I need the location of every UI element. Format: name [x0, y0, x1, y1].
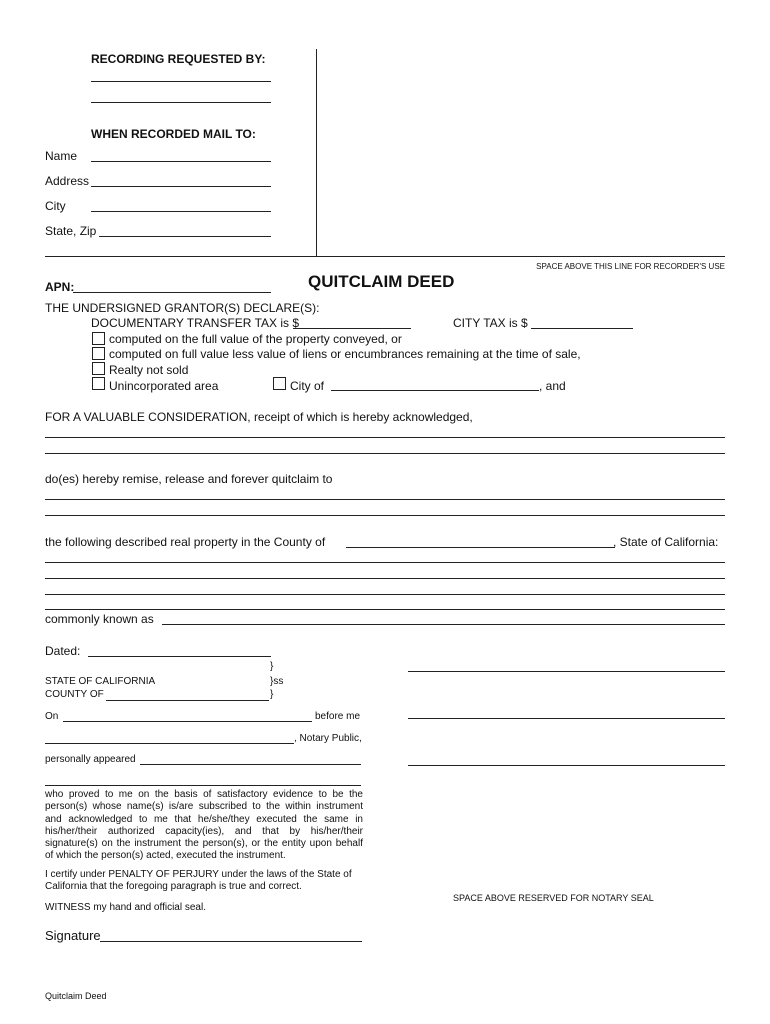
realty-not-sold-label: Realty not sold: [109, 363, 189, 377]
venue-brace-1: }: [270, 661, 274, 672]
notary-public-label: , Notary Public,: [294, 733, 362, 744]
signature-label: Signature: [45, 928, 101, 943]
city-label: City: [45, 199, 66, 213]
name-label: Name: [45, 149, 78, 163]
county-of-text: the following described real property in the County of: [45, 535, 326, 549]
legal-description-line-3[interactable]: [45, 594, 725, 595]
state-zip-field[interactable]: [99, 236, 271, 237]
dated-label: Dated:: [45, 644, 81, 658]
consideration-text: FOR A VALUABLE CONSIDERATION, receipt of which is hereby acknowledged,: [45, 410, 473, 424]
grantee-line-2[interactable]: [45, 515, 725, 516]
less-liens-label: computed on full value less value of liens or encumbrances remaining at the time of sale,: [109, 347, 581, 361]
name-field[interactable]: [91, 161, 271, 162]
grantee-line-1[interactable]: [45, 499, 725, 500]
state-of-california-label: STATE OF CALIFORNIA: [45, 676, 156, 687]
city-tax-label: CITY TAX is $: [453, 316, 528, 330]
city-of-label: City of: [290, 379, 325, 393]
quitclaim-to-text: do(es) hereby remise, release and forever quitclaim to: [45, 472, 333, 486]
proved-line: signature(s) on the instrument the person(s), or the entity upon behalf: [45, 838, 363, 850]
unincorporated-label: Unincorporated area: [109, 379, 219, 393]
consideration-line-1[interactable]: [45, 437, 725, 438]
recording-divider: [316, 49, 317, 256]
personally-appeared-label: personally appeared: [45, 754, 136, 765]
proved-paragraph: [45, 789, 363, 863]
on-date-field[interactable]: [63, 721, 312, 722]
notary-seal-space-label: SPACE ABOVE RESERVED FOR NOTARY SEAL: [453, 893, 654, 903]
and-label: , and: [539, 379, 566, 393]
mail-to-label: WHEN RECORDED MAIL TO:: [91, 127, 256, 141]
personally-appeared-field-2[interactable]: [45, 785, 361, 786]
less-liens-checkbox[interactable]: [92, 347, 105, 360]
commonly-known-label: commonly known as: [45, 612, 154, 626]
commonly-known-field[interactable]: [162, 624, 725, 625]
personally-appeared-field[interactable]: [140, 764, 361, 765]
on-label: On: [45, 711, 59, 722]
city-of-field[interactable]: [331, 390, 539, 391]
perjury-line: California that the foregoing paragraph is true and correct.: [45, 881, 302, 893]
legal-description-line-1[interactable]: [45, 562, 725, 563]
city-field[interactable]: [91, 211, 271, 212]
grantor-signature-line-3[interactable]: [408, 765, 725, 766]
declare-intro: THE UNDERSIGNED GRANTOR(S) DECLARE(S):: [45, 301, 320, 315]
city-tax-field[interactable]: [531, 328, 633, 329]
proved-line: his/her/their authorized capacity(ies), and that by his/her/their: [45, 825, 363, 837]
notary-county-field[interactable]: [106, 700, 269, 701]
legal-description-line-2[interactable]: [45, 578, 725, 579]
proved-line: who proved to me on the basis of satisfactory evidence to be the: [45, 789, 363, 800]
address-label: Address: [45, 174, 90, 188]
apn-field[interactable]: [73, 292, 271, 293]
proved-line: and acknowledged to me that he/she/they executed the same in: [45, 813, 363, 825]
full-value-checkbox[interactable]: [92, 332, 105, 345]
city-of-checkbox[interactable]: [273, 377, 286, 390]
page-title: QUITCLAIM DEED: [308, 272, 455, 291]
perjury-paragraph: [45, 869, 365, 894]
notary-signature-field[interactable]: [100, 941, 362, 942]
perjury-line: I certify under PENALTY OF PERJURY under the laws of the State of: [45, 869, 352, 880]
unincorporated-checkbox[interactable]: [92, 377, 105, 390]
recording-requested-by-label: RECORDING REQUESTED BY:: [91, 52, 266, 66]
doc-transfer-tax-field[interactable]: [293, 328, 411, 329]
consideration-line-2[interactable]: [45, 453, 725, 454]
requested-by-line-1[interactable]: [91, 81, 271, 82]
requested-by-line-2[interactable]: [91, 102, 271, 103]
proved-line: of which the person(s) acted, executed the instrument.: [45, 850, 286, 862]
apn-label: APN:: [45, 280, 75, 294]
before-me-label: before me: [315, 711, 361, 722]
state-zip-label: State, Zip: [45, 224, 97, 238]
venue-brace-ss: }ss: [270, 676, 284, 687]
legal-description-line-4[interactable]: [45, 609, 725, 610]
recorder-space-label: SPACE ABOVE THIS LINE FOR RECORDER'S USE: [536, 262, 725, 271]
county-field[interactable]: [346, 547, 615, 548]
witness-text: WITNESS my hand and official seal.: [45, 902, 206, 913]
proved-line: person(s) whose name(s) is/are subscribed to the within instrument: [45, 801, 363, 813]
recorder-space-line: [45, 256, 725, 257]
doc-transfer-tax-label: DOCUMENTARY TRANSFER TAX is $: [91, 316, 300, 330]
footer-doc-name: Quitclaim Deed: [45, 991, 107, 1001]
notary-county-label: COUNTY OF: [45, 689, 104, 700]
venue-brace-3: }: [270, 689, 274, 700]
dated-field[interactable]: [88, 656, 271, 657]
grantor-signature-line-1[interactable]: [408, 671, 725, 672]
state-of-california-text: , State of California:: [613, 535, 719, 549]
address-field[interactable]: [91, 186, 271, 187]
realty-not-sold-checkbox[interactable]: [92, 362, 105, 375]
notary-name-field[interactable]: [45, 743, 294, 744]
grantor-signature-line-2[interactable]: [408, 718, 725, 719]
full-value-label: computed on the full value of the property conveyed, or: [109, 332, 402, 346]
